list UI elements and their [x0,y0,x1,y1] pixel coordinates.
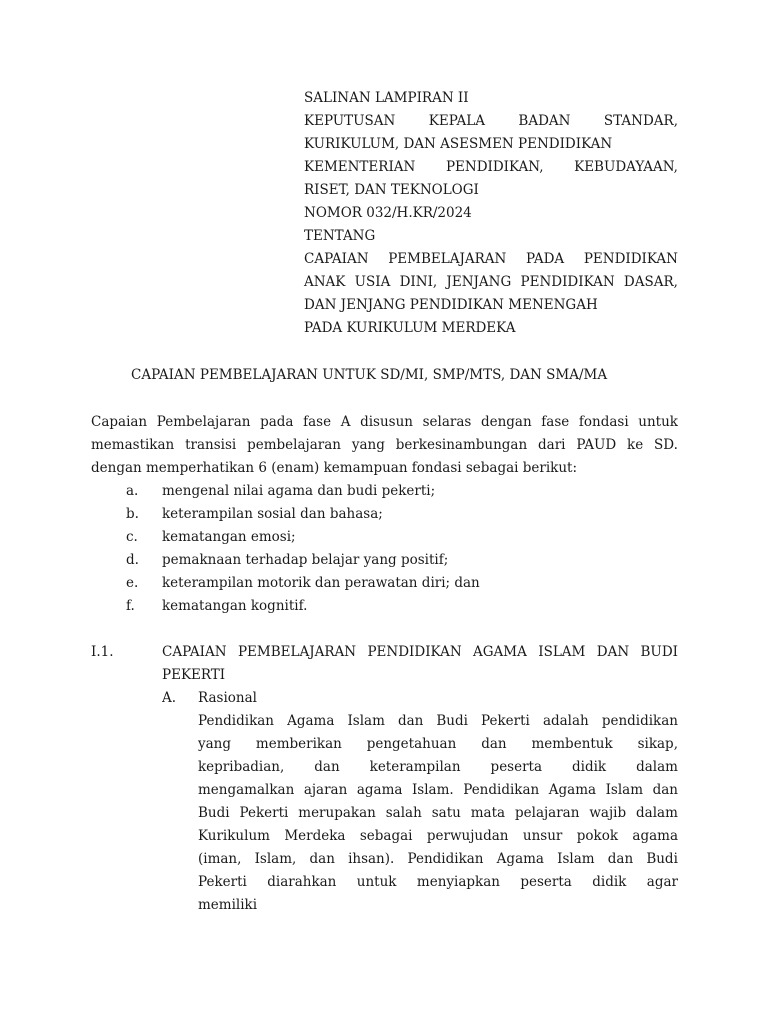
word: dan [314,759,340,775]
header-line: KURIKULUM, DAN ASESMEN PENDIDIKAN [304,136,613,152]
word: USIA [354,274,391,290]
word: fase [303,414,332,430]
header-line: SALINAN LAMPIRAN II [304,90,469,106]
word: salah [385,805,422,821]
word: Islam [347,713,385,729]
word: Budi [436,713,468,729]
word: agama [632,828,678,844]
word: dalam [636,759,678,775]
paragraph-line [198,738,678,752]
word: wajib [589,805,627,821]
list-marker: e. [126,575,139,591]
word: Budi [646,851,678,867]
intro-line: dengan memperhatikan 6 (enam) kemampuan fondasi sebagai berikut: [91,460,578,476]
word: ANAK [304,274,346,290]
header-line: RISET, DAN TEKNOLOGI [304,182,479,198]
word: pembelajaran [247,437,341,453]
section-title: CAPAIAN PEMBELAJARAN UNTUK SD/MI, SMP/MTS, DAN SMA/MA [131,367,608,383]
word: Islam [557,851,595,867]
word: memberikan [255,736,342,752]
word: DAN [596,644,630,660]
word: adalah [542,713,589,729]
word: dan [481,736,507,752]
word: (iman, [198,851,242,867]
list-item: mengenal nilai agama dan budi pekerti; [162,483,436,499]
word: ihsan). [348,851,395,867]
paragraph-line [198,761,678,775]
word: SD. [654,437,678,453]
word: pengetahuan [366,736,457,752]
word: pelajaran [515,805,580,821]
word: PENDIDIKAN [367,644,462,660]
word: DINI, [399,274,438,290]
header-line [304,115,678,129]
paragraph-line [198,853,678,867]
word: satu [431,805,461,821]
header-line [304,276,678,290]
word: PENDIDIKAN, [445,159,544,175]
word: DASAR, [623,274,678,290]
word: PADA [526,251,565,267]
word: dan [607,851,634,867]
intro-line [91,416,678,430]
header-line: DAN JENJANG PENDIDIKAN MENENGAH [304,297,598,313]
paragraph-line [198,715,678,729]
word: KEBUDAYAAN, [574,159,678,175]
word: mata [470,805,506,821]
word: KEPALA [428,113,486,129]
word: Agama [287,713,335,729]
word: dengan [480,414,532,430]
word: pokok [576,828,619,844]
word: sikap, [637,736,678,752]
word: Pekerti [239,805,289,821]
word: STANDAR, [603,113,678,129]
paragraph-line [198,830,678,844]
paragraph-line [198,784,678,798]
list-marker: b. [126,506,139,522]
list-item: kematangan kognitif. [162,598,308,614]
list-item: keterampilan motorik dan perawatan diri; dan [162,575,480,591]
word: AGAMA [473,644,527,660]
word: Pendidikan [407,851,484,867]
word: untuk [638,414,678,430]
paragraph-line: memiliki [198,897,258,913]
word: Pendidikan [463,782,540,798]
word: dan [397,713,424,729]
list-item: keterampilan sosial dan bahasa; [162,506,383,522]
list-item: pemaknaan terhadap belajar yang positif; [162,552,449,568]
word: diarahkan [267,874,337,890]
word: Kurikulum [198,828,270,844]
word: PEMBELAJARAN [237,644,357,660]
word: menyiapkan [416,874,500,890]
word: peserta [490,759,543,775]
word: Islam, [254,851,297,867]
word: sebagai [359,828,413,844]
word: Pendidikan [198,713,275,729]
word: pada [260,414,294,430]
subsection-number: I.1. [91,644,114,660]
word: Merdeka [284,828,346,844]
word: merupakan [298,805,376,821]
word: PENDIDIKAN [583,251,678,267]
subsection-title [162,646,678,660]
word: peserta [520,874,572,890]
word: Capaian [91,414,148,430]
word: kepribadian, [198,759,285,775]
word: membentuk [531,736,613,752]
word: Budi [198,805,230,821]
word: Agama [548,782,597,798]
word: disusun [360,414,413,430]
word: Islam. [411,782,454,798]
word: perwujudan [426,828,509,844]
word: PAUD [576,437,617,453]
list-marker: a. [126,483,139,499]
word: ke [627,437,644,453]
word: JENJANG [446,274,512,290]
header-line [304,161,678,175]
header-line: NOMOR 032/H.KR/2024 [304,205,472,221]
word: keterampilan [369,759,461,775]
header-line [304,253,678,267]
word: dan [309,851,335,867]
header-line: PADA KURIKULUM MERDEKA [304,320,516,336]
word: Agama [496,851,544,867]
word: fondasi [578,414,629,430]
list-item: kematangan emosi; [162,529,296,545]
paragraph-line [198,807,678,821]
word: yang [198,736,232,752]
word: ajaran [303,782,348,798]
header-line: TENTANG [304,228,376,244]
list-marker: d. [126,552,139,568]
word: agar [646,874,678,890]
word: fase [541,414,570,430]
word: dalam [636,805,678,821]
word: Pekerti [481,713,530,729]
word: berkesinambungan [395,437,528,453]
word: PEMBELAJARAN [388,251,507,267]
list-marker: f. [126,598,135,614]
part-heading: Rasional [198,690,257,706]
word: Pembelajaran [156,414,251,430]
intro-line [91,439,678,453]
word: CAPAIAN [162,644,227,660]
paragraph-line [198,876,678,890]
word: Pekerti [198,874,247,890]
word: didik [572,759,607,775]
word: dan [652,782,678,798]
word: didik [592,874,627,890]
word: pendidikan [601,713,678,729]
word: agama [356,782,403,798]
word: KEPUTUSAN [304,113,396,129]
word: memastikan [91,437,175,453]
word: ISLAM [538,644,586,660]
part-marker: A. [162,690,177,706]
word: unsur [522,828,563,844]
subsection-title: PEKERTI [162,667,226,683]
word: CAPAIAN [304,251,369,267]
word: yang [351,437,385,453]
word: selaras [422,414,472,430]
word: BUDI [640,644,678,660]
word: BADAN [518,113,571,129]
word: Islam [605,782,644,798]
word: A [340,414,351,430]
word: untuk [356,874,397,890]
word: KEMENTERIAN [304,159,416,175]
word: PENDIDIKAN [520,274,615,290]
word: mengamalkan [198,782,295,798]
word: transisi [185,437,237,453]
word: dari [538,437,566,453]
list-marker: c. [126,529,138,545]
